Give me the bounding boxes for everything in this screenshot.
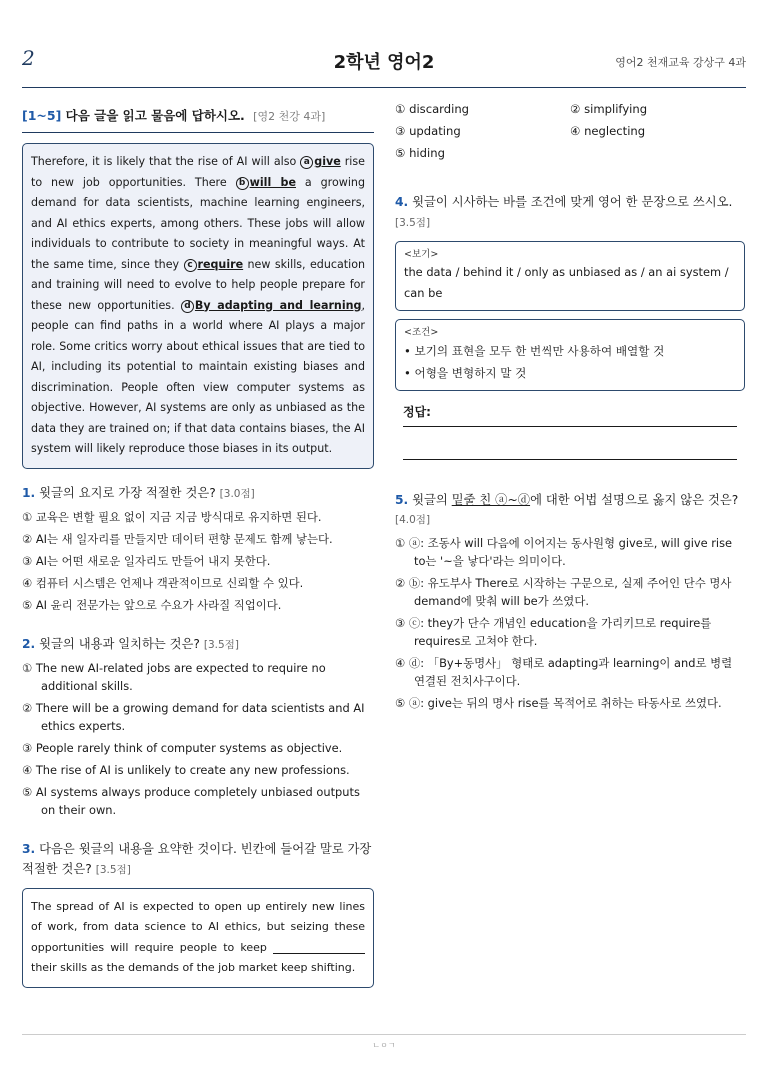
answer-option[interactable]: ⑤ hiding: [395, 146, 445, 160]
condition-item: • 어형을 변형하지 말 것: [404, 366, 527, 380]
exam-source-info: 영어2 천재교육 강상구 4과: [615, 56, 746, 69]
passage-text: , people can find paths in a world where AI plays a major role. Some critics worry about ethical issues that are tied to AI, including its potential to maintain existing biases and discrimination. People often view computer systems as objective. However, AI systems are only as unbiased as the data they are trained on; if that data contains biases, the AI system will likely reproduce those biases in its output.: [31, 298, 365, 455]
question-points: [3.5점]: [95, 863, 131, 876]
page-title: 2학년 영어2: [333, 52, 435, 73]
example-text: the data / behind it / only as unbiased as / an ai system / can be: [404, 265, 729, 300]
answer-option[interactable]: ④ 컴퓨터 시스템은 언제나 객관적이므로 신뢰할 수 있다.: [22, 575, 304, 590]
answer-option[interactable]: ② There will be a growing demand for data scientists and AI ethics experts.: [22, 700, 365, 733]
question-2: [22, 634, 374, 819]
example-label: <보기>: [404, 249, 439, 260]
answer-option[interactable]: ⑤ AI systems always produce completely unbiased outputs on their own.: [22, 784, 360, 817]
question-number: 1.: [22, 485, 36, 500]
marker-b: b: [236, 177, 249, 190]
condition-label: <조건>: [404, 327, 439, 338]
question-3-choices: [395, 100, 745, 162]
passage-text: a growing demand for data scientists, machine learning engineers, and AI ethics experts, among others. These jobs will allow individuals to contribute to society in meaningful ways. At the same time, since they: [31, 175, 365, 271]
question-2-stem: [22, 634, 374, 655]
question-points: [3.5점]: [395, 217, 431, 229]
answer-option[interactable]: ⑤ ⓐ: give는 뒤의 명사 rise를 목적어로 취하는 타동사로 쓰였다.: [395, 696, 722, 710]
summary-text: The spread of AI is expected to open up entirely new lines of work, from data science to AI ethics, but seizing these opportunities will require people to keep: [31, 899, 365, 954]
answer-option[interactable]: ④ neglecting: [570, 124, 646, 138]
answer-option[interactable]: ④ ⓓ: 「By+동명사」 형태로 adapting과 learning이 and로 병렬 연결된 전치사구이다.: [395, 656, 733, 688]
answer-option[interactable]: ② AI는 새 일자리를 만들지만 데이터 편향 문제도 함께 낳는다.: [22, 531, 333, 546]
marker-d: d: [181, 300, 194, 313]
summary-text: their skills as the demands of the job market keep shifting.: [31, 961, 356, 974]
page-header: [22, 44, 746, 88]
question-points: [4.0점]: [395, 514, 431, 526]
question-3: [22, 839, 374, 988]
underlined-d: By adapting and learning: [194, 298, 362, 312]
question-points: [3.0점]: [219, 487, 255, 500]
question-text: 윗글이 시사하는 바를 조건에 맞게 영어 한 문장으로 쓰시오.: [412, 195, 733, 209]
question-4-stem: [395, 192, 745, 233]
example-box: [395, 241, 745, 311]
answer-option[interactable]: ② ⓑ: 유도부사 There로 시작하는 구문으로, 실제 주어인 단수 명사 demand에 맞춰 will be가 쓰였다.: [395, 576, 732, 608]
answer-option[interactable]: ① ⓐ: 조동사 will 다음에 이어지는 동사원형 give로, will give rise to는 '~을 낳다'라는 의미이다.: [395, 536, 733, 568]
question-range: [1~5]: [22, 108, 62, 123]
question-4: [395, 192, 745, 460]
passage-text: Therefore, it is likely that the rise of AI will also: [31, 155, 301, 168]
question-text: 윗글의 요지로 가장 적절한 것은?: [39, 485, 216, 500]
question-5-stem: [395, 490, 745, 530]
answer-option[interactable]: ③ updating: [395, 124, 461, 138]
left-column: [22, 100, 374, 988]
footer-divider: [22, 1034, 746, 1035]
answer-line[interactable]: [403, 426, 737, 427]
answer-option[interactable]: ③ ⓒ: they가 단수 개념인 education을 가리키므로 require를 requires로 고쳐야 한다.: [395, 616, 712, 648]
marker-c: c: [184, 259, 197, 272]
answer-options: [22, 508, 374, 614]
answer-option[interactable]: ① discarding: [395, 102, 470, 116]
marker-a: a: [300, 156, 313, 169]
question-number: 5.: [395, 493, 409, 507]
summary-box: [22, 888, 374, 988]
question-number: 3.: [22, 841, 36, 856]
underlined-b: will be: [249, 175, 296, 189]
condition-item: • 보기의 표현을 모두 한 번씩만 사용하여 배열할 것: [404, 344, 665, 358]
instruction-text: 다음 글을 읽고 물음에 답하시오.: [65, 108, 245, 123]
right-column: [395, 100, 745, 716]
question-3-stem: [22, 839, 374, 880]
answer-option[interactable]: ① The new AI-related jobs are expected to require no additional skills.: [22, 660, 326, 693]
underlined-c: require: [197, 257, 244, 271]
answer-option[interactable]: ② simplifying: [570, 102, 648, 116]
section-instruction: [22, 106, 374, 133]
reading-passage: [22, 143, 374, 469]
footer-mark: ㄴㅇㄱ: [372, 1041, 396, 1050]
answer-option[interactable]: ⑤ AI 윤리 전문가는 앞으로 수요가 사라질 직업이다.: [22, 597, 282, 612]
answer-options: [395, 534, 745, 712]
question-5: [395, 490, 745, 712]
page-number: 2: [22, 46, 35, 70]
question-text: 다음은 윗글의 내용을 요약한 것이다. 빈칸에 들어갈 말로 가장 적절한 것은?: [22, 841, 372, 876]
passage-text: rise to new job opportunities. There: [31, 155, 365, 189]
answer-label: 정답:: [403, 405, 431, 419]
answer-option[interactable]: ③ People rarely think of computer systems as objective.: [22, 740, 343, 755]
answer-line[interactable]: [403, 459, 737, 460]
passage-text: new skills, education and training will need to evolve to help people prepare for these new opportunities.: [31, 257, 366, 312]
instruction-source: [영2 천강 4과]: [253, 110, 326, 123]
question-text: 에 대한 어법 설명으로 옳지 않은 것은?: [530, 493, 739, 507]
question-number: 2.: [22, 636, 36, 651]
answer-option[interactable]: ① 교육은 변할 필요 없이 지금 지금 방식대로 유지하면 된다.: [22, 509, 322, 524]
summary-blank: [273, 942, 365, 954]
question-text: 윗글의 내용과 일치하는 것은?: [39, 636, 200, 651]
question-1-stem: [22, 483, 374, 504]
condition-box: [395, 319, 745, 391]
question-number: 4.: [395, 195, 409, 209]
question-text-underlined: 밑줄 친 ⓐ~ⓓ: [451, 493, 531, 507]
underlined-a: give: [314, 155, 341, 168]
question-points: [3.5점]: [203, 638, 239, 651]
answer-option[interactable]: ④ The rise of AI is unlikely to create any new professions.: [22, 762, 350, 777]
question-1: [22, 483, 374, 614]
answer-option[interactable]: ③ AI는 어떤 새로운 일자리도 만들어 내지 못한다.: [22, 553, 271, 568]
question-text: 윗글의: [412, 493, 452, 507]
answer-options: [22, 659, 374, 819]
